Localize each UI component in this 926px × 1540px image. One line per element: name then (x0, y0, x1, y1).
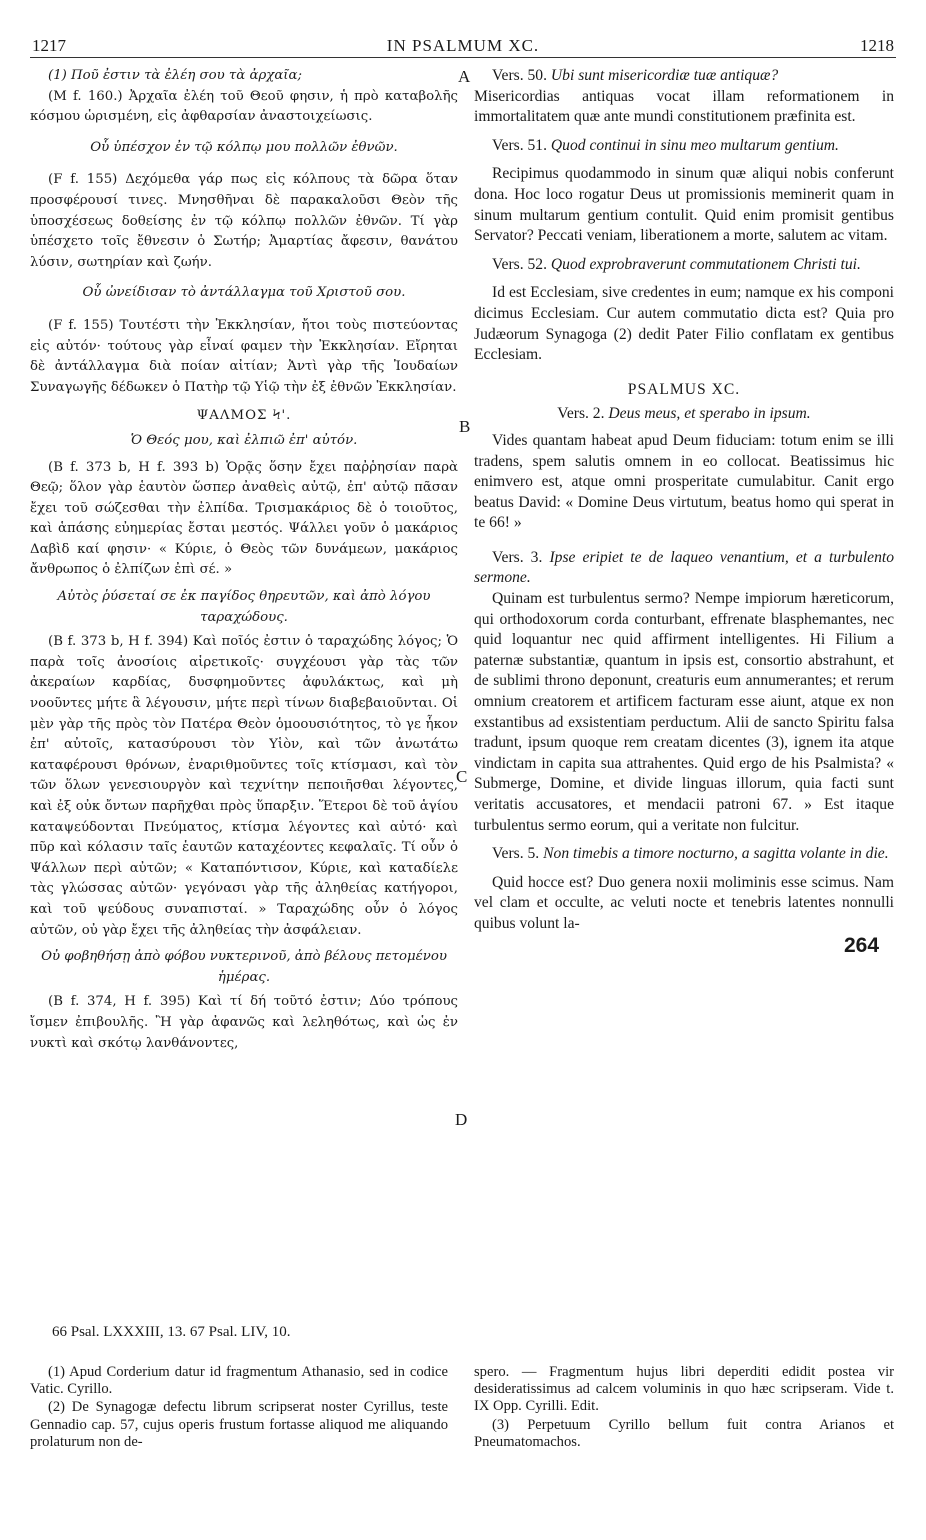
margin-letter-b: B (459, 417, 471, 436)
greek-paragraph: (F f. 155) Δεχόμεθα γάρ πως εἰς κόλπους τὰ δῶρα ὅταν προσφέρουσί τινες. Μνησθῆναι δὲ παρακαλοῦσι Θεὸν τῆς ὑποσχέσεως δοθείσης ἐν τῷ κόλπῳ πολλῶν ἐθνῶν. Τί γὰρ ὑπέσχετο τοῖς ἔθνεσιν ὁ Σωτήρ; Ἀμαρτίας ἄφεσιν, θανάτου λύσιν, σωτηρίαν καὶ ζωήν. (30, 172, 458, 270)
latin-paragraph: Quinam est turbulentus sermo? Nempe impiorum hæreticorum, qui orthodoxorum corda conturbant, effrenate blasphemantes, nec quid loquantur nec quid affirment intelligentes. Hi Filium a paternæ substantiæ, quantum in ipsis est, consortio abstrahunt, et de sublimi throno deponunt, creaturis eum annumerantes; et rerum omnium creatorem et artificem facturam esse aiunt, atque ex non exstantibus ad exsistentiam perductum. Alii de sancto Spiritu falsa tradunt, ipsum quoque rem creatam dicentes (3), ignem ita atque vindictam in capita sua attrahentes. Quid ergo de his Psalmista? « Submerge, Domine, et divide linguas illorum, quia facti sunt veritatis accusatores, et mendacii patroni 67. » Est itaque turbulentus sermo eorum, qui a veritate non fulcitur. (474, 590, 894, 834)
column-number: 264 (844, 934, 880, 957)
page-number-left: 1217 (32, 36, 66, 55)
latin-verse-heading (474, 548, 894, 589)
latin-verse-heading (474, 136, 894, 157)
greek-paragraph: (B f. 373 b, H f. 393 b) Ὁρᾷς ὅσην ἔχει παῤῥησίαν παρὰ Θεῷ; ὅλον γὰρ ἑαυτὸν ὥσπερ ἀναθεὶς αὐτῷ, ἐπ' αὐτῷ πᾶσαν ἔχει τοῦ σώζεσθαι τὴν ἐλπίδα. Τρισμακάριος δὲ ὁ τοιοῦτος, καὶ ἁπάσης εὐημερίας ἔσται μεστός. Ψάλλει γοῦν ὁ μακάριος Δαβὶδ καί φησιν· « Κύριε, ὁ Θεὸς τῶν δυνάμεων, μακάριος ἄνθρωπος ὁ ἐλπίζων ἐπὶ σέ. » (30, 459, 458, 578)
verse-text: Ipse eripiet te de laqueo venantium, et a turbulento sermone. (474, 548, 894, 587)
verse-text: Deus meus, et sperabo in ipsum. (608, 405, 811, 423)
header-rule (30, 57, 896, 58)
latin-verse-heading (474, 255, 894, 276)
verse-number: Vers. 52. (492, 255, 548, 273)
verse-text: Non timebis a timore nocturno, a sagitta volante in die. (543, 845, 889, 863)
latin-paragraph: Id est Ecclesiam, sive credentes in eum; namque ex his componi dicimus Ecclesiam. Cur autem commutatio dicta est? Quia pro Judæorum Synagoga (2) dedit Pater Filio conflatam ex gentibus Ecclesiam. (474, 284, 894, 364)
footnotes-right (474, 1364, 894, 1452)
verse-number: Vers. 2. (557, 405, 605, 423)
page-title: IN PSALMUM XC. (386, 36, 540, 55)
verse-number: Vers. 3. (492, 548, 543, 566)
latin-verse-heading (474, 404, 894, 425)
latin-paragraph: Recipimus quodammodo in sinum quæ aliqui nobis conferunt dona. Hoc loco rogatur Deus ut promissionis meminerit quam in sinum multarum gentium contulit. Quid enim promisit gentibus Servator? Peccati veniam, liberationem a morte, salutem ac vitam. (474, 165, 894, 245)
greek-verse-heading: Οὗ ὑπέσχον ἐν τῷ κόλπῳ μου πολλῶν ἐθνῶν. (90, 139, 398, 155)
margin-letter-d: D (455, 1110, 468, 1129)
scripture-references: 66 Psal. LXXXIII, 13. 67 Psal. LIV, 10. (52, 1324, 291, 1340)
verse-text: Quod continui in sinu meo multarum gentium. (550, 136, 839, 154)
latin-column (474, 66, 894, 935)
verse-number: Vers. 50. (492, 67, 548, 84)
greek-verse-heading: Αὐτὸς ῥύσεταί σε ἐκ παγίδος θηρευτῶν, καὶ ἀπὸ λόγου ταραχώδους. (57, 589, 431, 625)
margin-letter-a: A (458, 67, 471, 86)
greek-paragraph: (F f. 155) Τουτέστι τὴν Ἐκκλησίαν, ἤτοι τοὺς πιστεύοντας εἰς αὐτόν· τούτους γὰρ εἶναί φαμεν τὴν Ἐκκλησίαν. Εἴρηται δὲ ἀντάλλαγμα διὰ ποίαν αἰτίαν; Ἀντὶ γὰρ τῆς Ἰουδαίων Συναγωγῆς δέδωκεν ὁ Πατὴρ τῷ Υἱῷ τὴν ἐξ ἐθνῶν Ἐκκλησίαν. (30, 317, 458, 395)
greek-column (30, 66, 458, 1054)
verse-number: Vers. 5. (492, 845, 540, 863)
greek-verse-heading: (1) Ποῦ ἐστιν τὰ ἐλέη σου τὰ ἀρχαῖα; (48, 68, 302, 83)
greek-verse-heading: Ὁ Θεός μου, καὶ ἐλπιῶ ἐπ' αὐτόν. (130, 432, 358, 448)
latin-paragraph: Vides quantam habeat apud Deum fiduciam: totum enim se illi tradens, spem salutis omnem in eo collocat. Beatissimus hic enimvero est, atque omni prosperitate cumulabitur. Canit ergo beatus David: « Domine Deus virtutum, beatus homo qui sperat in te 66! » (474, 431, 894, 532)
verse-number: Vers. 51. (492, 136, 548, 154)
margin-letter-c: C (456, 767, 468, 786)
verse-text: Ubi sunt misericordiæ tuæ antiquæ? (550, 67, 779, 84)
greek-verse-heading: Οὗ ὠνείδισαν τὸ ἀντάλλαγμα τοῦ Χριστοῦ σου. (82, 285, 406, 301)
page-number-right: 1218 (860, 36, 894, 55)
latin-verse-heading (474, 66, 894, 87)
greek-paragraph: (B f. 374, H f. 395) Καὶ τί δή τοῦτό ἐστιν; Δύο τρόπους ἴσμεν ἐπιβουλῆς. Ἢ γὰρ ἀφανῶς καὶ λεληθότως, καὶ ὡς ἐν νυκτὶ καὶ σκότῳ λανθάνοντες, (30, 994, 458, 1051)
verse-text: Quod exprobraverunt commutationem Christi tui. (550, 255, 861, 273)
greek-psalm-title: ΨΑΛΜΟΣ Ϟ'. (196, 408, 292, 424)
greek-paragraph: (M f. 160.) Ἀρχαῖα ἐλέη τοῦ Θεοῦ φησιν, ἡ πρὸ καταβολῆς κόσμου ὡρισμένη, εἰς ἀφθαρσίαν ἀναστοιχείωσις. (30, 88, 458, 125)
greek-paragraph: (B f. 373 b, H f. 394) Καὶ ποῖός ἐστιν ὁ ταραχώδης λόγος; Ὁ παρὰ τοῖς ἀνοσίοις αἱρετικοῖς· συγχέουσι γὰρ τὰς τῶν ἀκεραίων καρδίας, δυσφημοῦντες ἀφυλάκτως, καὶ μὴ νοοῦντες μήτε ἃ λέγουσιν, μήτε περὶ τίνων διαβεβαιοῦνται. Οἱ μὲν γὰρ τῆς πρὸς τὸν Πατέρα Θεὸν ὁμοουσιότητος, τὸ γε ἧκον ἐπ' αὐτοῖς, κατασύρουσι τὸν Υἱὸν, καὶ τῶν ἀνωτάτω καταφέρουσι θρόνων, ἐναριθμοῦντες τοῖς κτίσμασι, καὶ τὸν τῶν ὅλων γενεσιουργὸν καὶ τεχνίτην πεποιῆσθαι λέγοντες, καὶ ἐξ οὐκ ὄντων παρῆχθαι πρὸς ὕπαρξιν. Ἕτεροι δὲ τοῦ ἁγίου καταψεύδονται Πνεύματος, κτίσμα λέγοντες καὶ αὐτό· καὶ πῦρ καὶ κόλασιν ταῖς ἑαυτῶν καταχέοντες κεφαλαῖς. Τί οὖν ὁ Ψάλλων περὶ αὐτῶν; « Καταπόντισον, Κύριε, καὶ καταδίελε τὰς γλώσσας αὐτῶν· γεγόνασι γὰρ τῆς ἀληθείας κατήγοροι, καὶ τοῦ ψεύδους συναπισταί. » Ταραχώδης οὖν ὁ λόγος αὐτῶν, οὐ γὰρ ἔχει τῆς ἀληθείας τὴν ἀσφάλειαν. (30, 634, 458, 938)
footnotes-left (30, 1364, 448, 1452)
greek-verse-heading: Οὐ φοβηθήσῃ ἀπὸ φόβου νυκτερινοῦ, ἀπὸ βέλους πετομένου ἡμέρας. (41, 949, 447, 985)
footnote-2: (2) De Synagogæ defectu librum scripserat noster Cyrillus, teste Gennadio cap. 57, cujus operis frustum fortasse aliquod me aliquando prolaturum non de- (30, 1399, 448, 1450)
footnote-3: (3) Perpetuum Cyrillo bellum fuit contra Arianos et Pneumatomachos. (474, 1416, 894, 1450)
footnote-2-continued: spero. — Fragmentum hujus libri deperditi edidit postea vir desideratissimus ad calcem voluminis in quo hæc scripseram. Vide t. IX Opp. Cyrilli. Edit. (474, 1364, 894, 1415)
latin-verse-heading (474, 844, 894, 865)
latin-paragraph: Quid hocce est? Duo genera noxii moliminis esse scimus. Nam vel clam et occulte, ac veluti nocte et tenebris latentes nonnulli quibus volunt la- (474, 873, 894, 932)
latin-psalm-title: PSALMUS XC. (627, 380, 741, 398)
footnote-1: (1) Apud Corderium datur id fragmentum Athanasio, sed in codice Vatic. Cyrillo. (30, 1364, 448, 1398)
running-header (0, 36, 926, 56)
latin-paragraph: Misericordias antiquas vocat illam reformationem in immortalitatem quæ ante mundi constitutionem præfinita est. (474, 87, 894, 126)
